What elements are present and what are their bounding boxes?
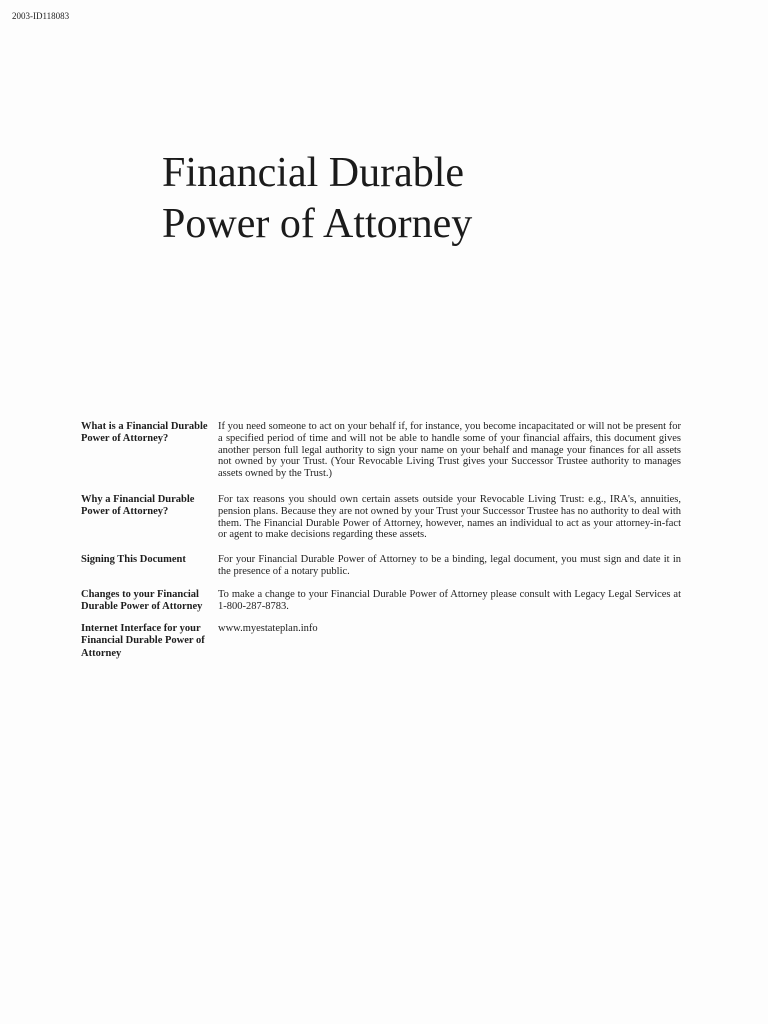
- website-link[interactable]: www.myestateplan.info: [218, 623, 318, 635]
- section-internet: [81, 623, 681, 660]
- section-text: For tax reasons you should own certain assets outside your Revocable Living Trust: e.g., IRA's, annuities, pension plans. Because they are not owned by your Trust your Successor Trustee has no authority to deal with them. The Financial Durable Power of Attorney, however, names an individual to act as your attorney-in-fact or agent to make decisions regarding these assets.: [218, 493, 681, 541]
- section-label: What is a Financial Durable Power of Attorney?: [81, 421, 208, 445]
- document-id: 2003-ID118083: [12, 11, 70, 21]
- section-changes: [81, 589, 681, 613]
- info-sections: [81, 421, 681, 672]
- section-label: Signing This Document: [81, 554, 186, 566]
- section-label: Changes to your Financial Durable Power of Attorney: [81, 588, 203, 612]
- section-label: Internet Interface for your Financial Durable Power of Attorney: [81, 623, 205, 659]
- section-text: To make a change to your Financial Durable Power of Attorney please consult with Legacy Legal Services at 1-800-287-8783.: [218, 588, 681, 612]
- section-label: Why a Financial Durable Power of Attorney?: [81, 493, 195, 518]
- title-line-2: Power of Attorney: [162, 201, 473, 247]
- section-text: If you need someone to act on your behalf if, for instance, you become incapacitated or will not be present for a specified period of time and will not be able to handle some of your financial affairs, this document gives another person full legal authority to sign your name on your behalf and manage your finances for all assets not owned by your Trust. (Your Revocable Living Trust gives your Successor Trustee authority to manages assets owned by the Trust.): [218, 421, 681, 480]
- section-signing: [81, 554, 681, 578]
- title-line-1: Financial Durable: [162, 150, 465, 196]
- section-why: [81, 494, 681, 541]
- page-title: [162, 148, 662, 250]
- section-text: [218, 623, 681, 635]
- section-what-is: [81, 421, 681, 480]
- section-text: For your Financial Durable Power of Attorney to be a binding, legal document, you must sign and date it in the presence of a notary public.: [218, 554, 681, 577]
